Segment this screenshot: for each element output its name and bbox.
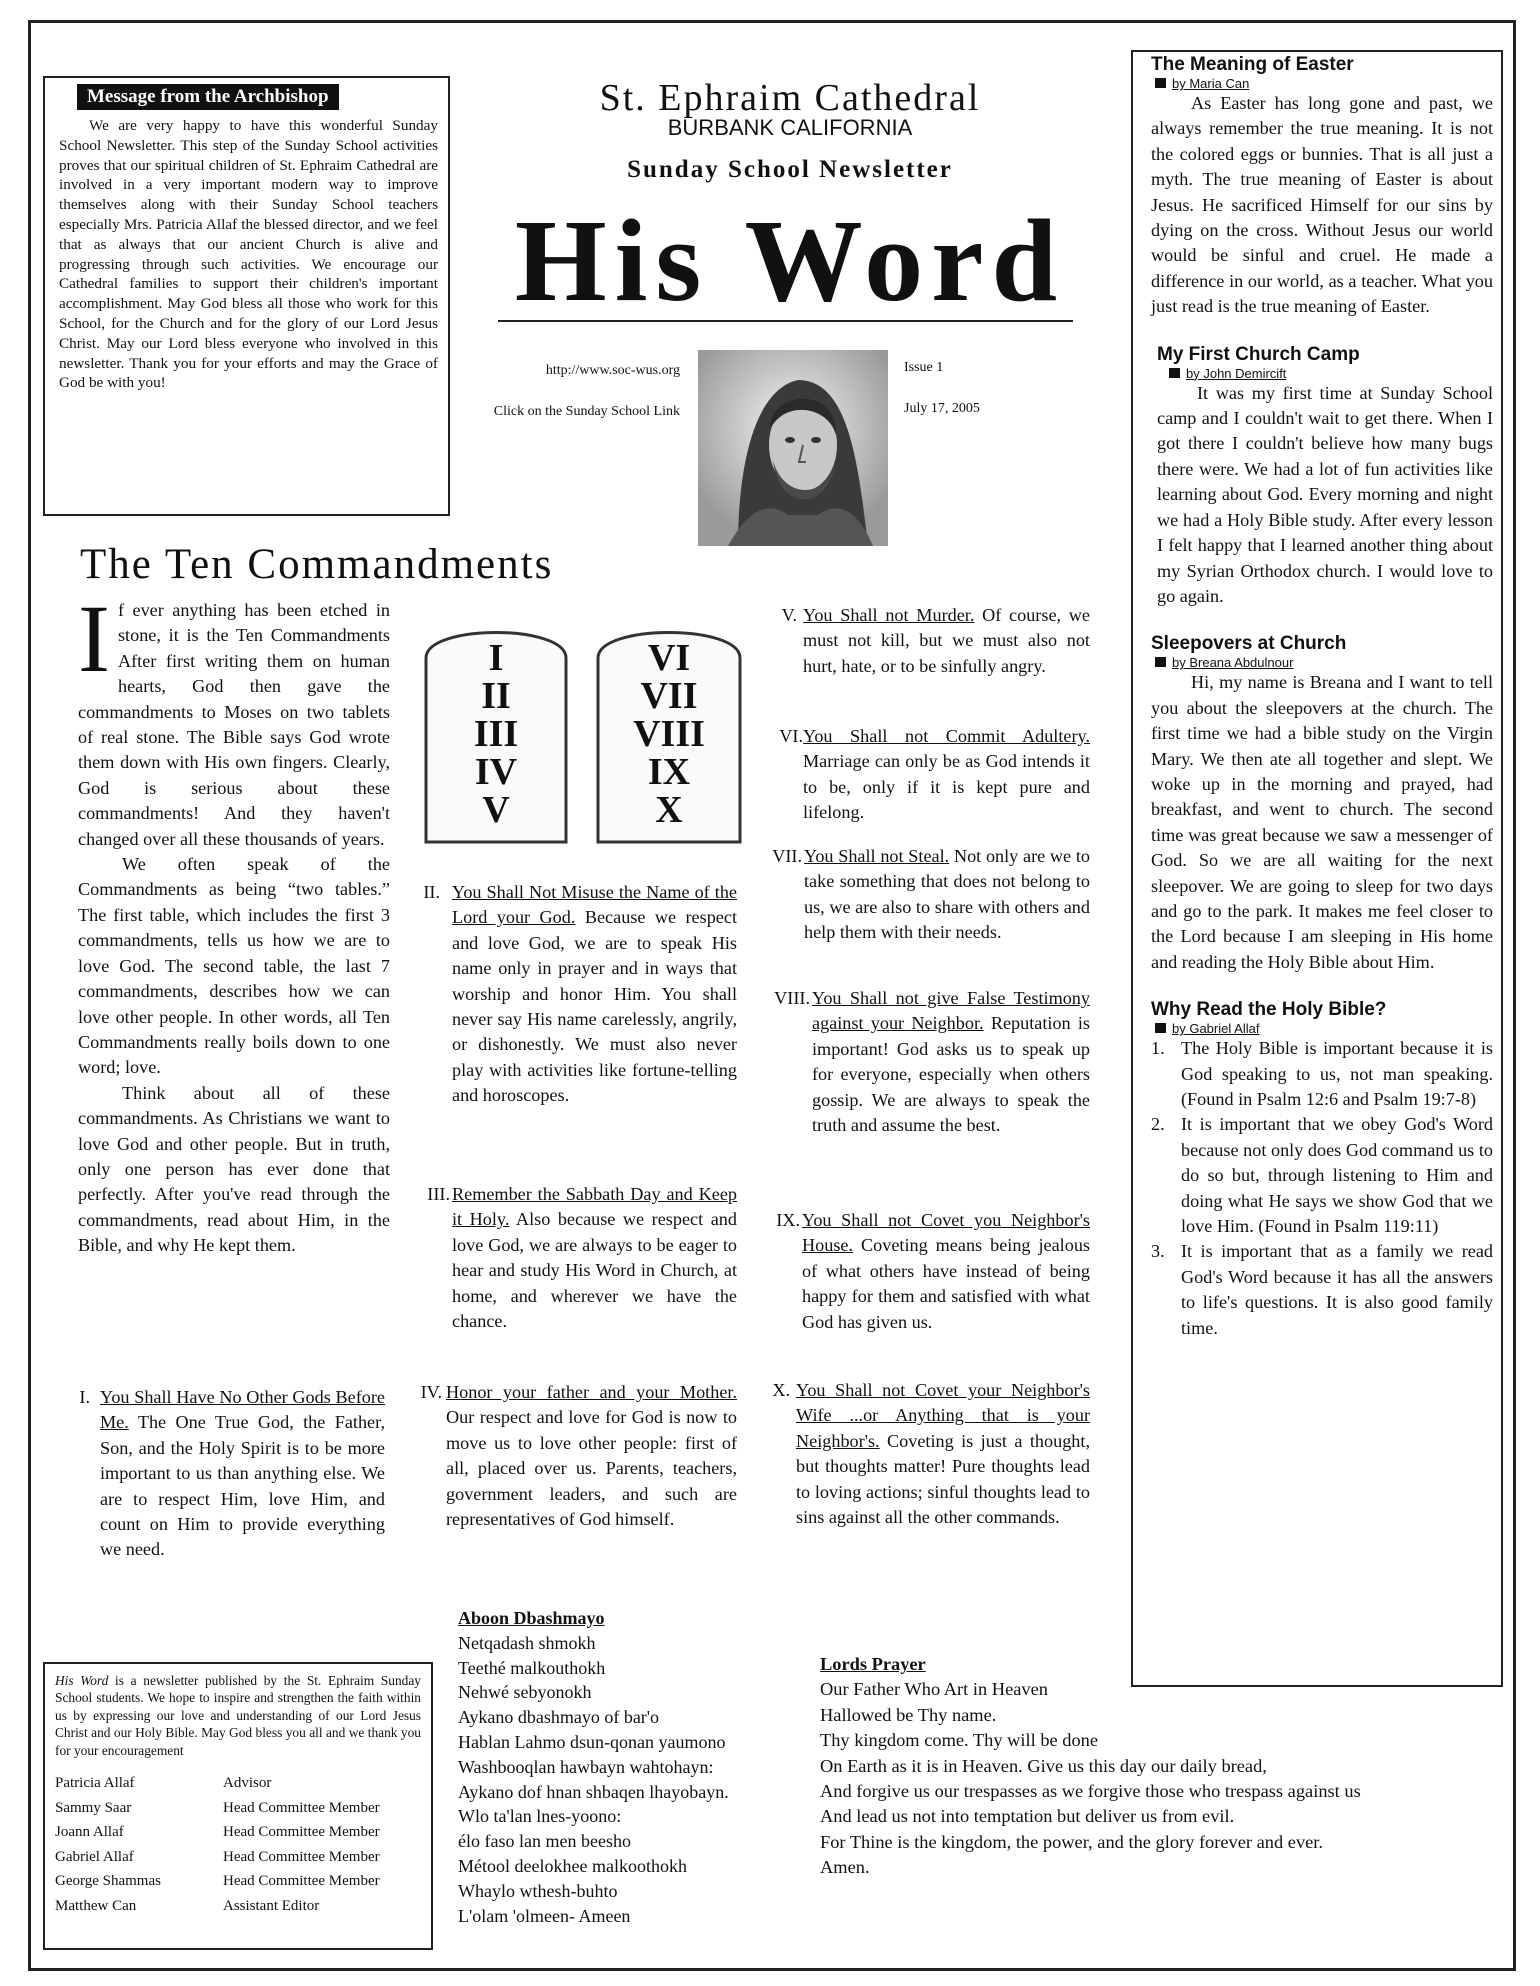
publication-intro-text: is a newsletter published by the St. Ephraim Sunday School students. We hope to inspire and strengthen the faith within us by expressing our love and understanding of our Lord Jesus Christ and our Holy Bible. May God bless you all and we thank you for your encouragement xyxy=(55,1673,421,1758)
byline-square-icon xyxy=(1155,1023,1166,1033)
tablet-numeral: VI xyxy=(647,637,691,679)
commandment-number: VIII. xyxy=(774,988,810,1008)
commandment-title: You Shall Have No Other Gods Before Me. xyxy=(100,1387,385,1433)
commandment-2 xyxy=(420,880,737,1109)
staff-name: Gabriel Allaf xyxy=(55,1848,134,1865)
staff-role: Head Committee Member xyxy=(223,1873,380,1890)
lords-prayer xyxy=(820,1652,1480,1881)
prayer-line: Our Father Who Art in Heaven xyxy=(820,1679,1048,1700)
prayer-line: Whaylo wthesh-buhto xyxy=(458,1880,618,1901)
tablet-numeral: III xyxy=(473,713,519,755)
intro-paragraph-3: Think about all of these commandments. As Christians we want to love God and other people. But in truth, only one person has ever done that perfectly. After you've read through the commandments, read about Him, in the Bible, and why He kept them. xyxy=(78,1082,390,1256)
commandment-9 xyxy=(770,1208,1090,1335)
ten-commandments-title: The Ten Commandments xyxy=(80,541,554,588)
article-easter xyxy=(1151,54,1493,320)
list-number: 3. xyxy=(1151,1241,1165,1262)
lords-prayer-heading: Lords Prayer xyxy=(820,1654,926,1674)
cathedral-city: BURBANK CALIFORNIA xyxy=(667,115,913,140)
byline-text: by Breana Abdulnour xyxy=(1172,655,1294,671)
staff-row xyxy=(55,1820,380,1845)
commandment-text: Coveting is just a thought, but thoughts matter! Pure thoughts lead to loving actions; sinful thoughts lead to sins against all the other commands. xyxy=(796,1430,1090,1528)
bible-reasons-list xyxy=(1151,1036,1493,1341)
commandment-title: Honor your father and your Mother. xyxy=(446,1382,737,1402)
commandment-text: Also because we respect and love God, we are always to be eager to hear and study His Word in Church, at home, and wherever we have the chance. xyxy=(452,1209,737,1332)
article-text: It was my first time at Sunday School camp and I couldn't wait to get there. When I got there I couldn't believe how many bugs there were. We had a lot of fun activities like learning about God. Every morning and night we had a Holy Bible study. After every lesson I felt happy that I learned another thing about my Syrian Orthodox church. I would love to go again. xyxy=(1157,382,1493,606)
commandment-4 xyxy=(412,1380,737,1532)
article-byline xyxy=(1169,366,1493,381)
commandment-number: II. xyxy=(423,882,440,902)
prayer-line: Hablan Lahmo dsun-qonan yaumono xyxy=(458,1731,726,1752)
staff-row xyxy=(55,1869,380,1894)
list-text: It is important that as a family we read God's Word because it has all the answers to life's questions. It is also good family time. xyxy=(1181,1241,1493,1338)
commandment-text: Reputation is important! God asks us to speak up for everyone, especially when others gossip. We are always to speak the truth and assume the best. xyxy=(812,1013,1090,1136)
commandment-text: The One True God, the Father, Son, and the Holy Spirit is to be more important to us than anything else. We are to respect Him, love Him, and count on Him to provide everything we need. xyxy=(100,1412,385,1560)
prayer-line: Aykano dbashmayo of bar'o xyxy=(458,1707,660,1728)
prayer-line: Wlo ta'lan lnes-yoono: xyxy=(458,1806,622,1827)
staff-table xyxy=(55,1771,380,1919)
article-camp xyxy=(1151,344,1493,610)
article-bible xyxy=(1151,999,1493,1341)
commandments-intro-column xyxy=(78,585,390,1259)
commandment-3 xyxy=(420,1182,737,1334)
drop-cap: I xyxy=(78,585,110,692)
commandment-title: You Shall not Murder. xyxy=(803,605,975,625)
prayer-line: And forgive us our trespasses as we forgive those who trespass against us xyxy=(820,1781,1361,1802)
byline-square-icon xyxy=(1169,368,1180,378)
staff-role: Head Committee Member xyxy=(223,1848,380,1865)
article-byline xyxy=(1155,76,1493,91)
commandment-number: IV. xyxy=(420,1382,442,1402)
prayer-line: L'olam 'olmeen- Ameen xyxy=(458,1905,631,1926)
byline-text: by Gabriel Allaf xyxy=(1172,1021,1260,1037)
cathedral-name: St. Ephraim Cathedral xyxy=(599,77,981,119)
publication-info-box xyxy=(43,1662,433,1950)
byline-text: by Maria Can xyxy=(1172,76,1250,91)
staff-name: Sammy Saar xyxy=(55,1799,132,1816)
commandment-title: You Shall not give False Testimony against your Neighbor. xyxy=(812,988,1090,1034)
article-heading: My First Church Camp xyxy=(1157,343,1360,365)
commandment-text: Not only are we to take something that does not belong to us, we are also to share with others and help them with their needs. xyxy=(804,846,1091,943)
article-text: As Easter has long gone and past, we always remember the true meaning. It is not the colored eggs or bunnies. That is all just a myth. The true meaning of Easter is about Jesus. He sacrificed Himself for our sins by dying on the cross. Without Jesus our world would be sinful and cruel. He made a difference in our world, as a teacher. What you just read is the true meaning of Easter. xyxy=(1151,93,1493,317)
sunday-school-link-note: Click on the Sunday School Link xyxy=(493,404,680,419)
list-item xyxy=(1151,1112,1493,1239)
issue-number: Issue 1 xyxy=(904,360,944,375)
byline-square-icon xyxy=(1155,657,1166,667)
archbishop-text: We are very happy to have this wonderful Sunday School Newsletter. This step of the Sunday School activities proves that our spiritual children of St. Ephraim Cathedral are involved in a very important modern way to improve themselves along with their Sunday School teachers especially Mrs. Patricia Allaf the blessed director, and we feel that as always that our ancient Church is alive and progressing through such activities. We encourage our Cathedral families to support their children's important accomplishment. May God bless all those who work for this School, for the Church and for the glory of our Lord Jesus Christ. May our Lord bless everyone who involved in this newsletter. Thank you for your efforts and may the Grace of God be with you! xyxy=(59,117,438,392)
staff-role: Head Committee Member xyxy=(223,1799,380,1816)
commandment-6 xyxy=(775,724,1090,826)
article-heading: Sleepovers at Church xyxy=(1151,633,1347,655)
website-url[interactable]: http://www.soc-wus.org xyxy=(545,363,680,378)
commandment-title: You Shall Not Misuse the Name of the Lord your God. xyxy=(452,882,737,928)
staff-name: Patricia Allaf xyxy=(55,1775,135,1792)
article-byline xyxy=(1155,655,1493,670)
commandment-text: Because we respect and love God, we are to speak His name only in prayer and in ways that worship and honor Him. You shall never say His name carelessly, angrily, or dishonestly. We must also never play with activities like fortune-telling and horoscopes. xyxy=(452,907,737,1106)
staff-row xyxy=(55,1771,380,1796)
commandment-text: Marriage can only be as God intends it to be, only if it is kept pure and lifelong. xyxy=(803,751,1090,823)
archbishop-heading: Message from the Archbishop xyxy=(77,84,339,110)
commandment-number: VI. xyxy=(779,726,803,746)
list-text: It is important that we obey God's Word because not only does God command us to do so but, through listening to Him and doing what He says we show God that we love Him. (Found in Psalm 119:11) xyxy=(1181,1114,1493,1237)
commandment-number: I. xyxy=(79,1387,90,1407)
commandment-text: Coveting means being jealous of what others have instead of being happy for them and satisfied with what God has given us. xyxy=(802,1235,1090,1332)
masthead-rule xyxy=(498,320,1073,322)
tablet-numeral: X xyxy=(655,789,683,831)
jesus-portrait-image xyxy=(698,350,888,546)
commandment-number: IX. xyxy=(776,1210,800,1230)
commandment-8 xyxy=(770,986,1090,1138)
commandment-text: Our respect and love for God is now to move us to love other people: first of all, placed over us. Parents, teachers, government leaders, and such are representatives of God himself. xyxy=(446,1407,737,1530)
commandment-number: III. xyxy=(427,1184,450,1204)
intro-paragraph-1-text: f ever anything has been etched in stone, it is the Ten Commandments After first writing them on human hearts, God then gave the commandments to Moses on two tablets of real stone. The Bible says God wrote them down with His own fingers. Clearly, God is serious about these commandments! And they haven't changed over all these thousands of years. xyxy=(78,600,390,849)
list-item xyxy=(1151,1036,1493,1112)
issue-date: July 17, 2005 xyxy=(904,401,980,416)
article-byline xyxy=(1155,1021,1493,1036)
publication-name: His Word xyxy=(55,1673,109,1688)
staff-role: Advisor xyxy=(223,1775,272,1792)
commandment-5 xyxy=(775,603,1090,679)
article-heading: The Meaning of Easter xyxy=(1151,54,1354,75)
commandment-10 xyxy=(766,1378,1090,1530)
prayer-line: Netqadash shmokh xyxy=(458,1632,596,1653)
publication-intro xyxy=(55,1672,421,1759)
prayer-line: Nehwé sebyonokh xyxy=(458,1682,592,1703)
commandment-title: You Shall not Commit Adultery. xyxy=(803,726,1090,746)
tablet-numeral: VIII xyxy=(633,713,705,755)
prayer-line: On Earth as it is in Heaven. Give us this day our daily bread, xyxy=(820,1755,1267,1776)
article-text: Hi, my name is Breana and I want to tell you about the sleepovers at the church. The first time we had a bible study on the Virgin Mary. We then ate all together and slept. We woke up in the morning and prayed, had breakfast, and went to church. The second time was great because we saw a messenger of God. So we are all waiting for the next sleepover. We are going to sleep for two days and go to the park. It makes me feel closer to the Lord because I am sleeping in His home and reading the Holy Bible about Him. xyxy=(1151,672,1493,972)
right-column-box xyxy=(1131,50,1503,1687)
commandment-text: Of course, we must not kill, but we must also not hurt, hate, or to be sinfully angry. xyxy=(803,605,1090,676)
commandment-7 xyxy=(770,844,1090,946)
byline-text: by John Demircift xyxy=(1186,365,1287,381)
list-number: 2. xyxy=(1151,1114,1165,1135)
list-item xyxy=(1151,1239,1493,1341)
prayer-line: Aykano dof hnan shbaqen lhayobayn. xyxy=(458,1781,729,1802)
prayer-line: Métool deelokhee malkoothokh xyxy=(458,1855,687,1876)
commandment-title: Remember the Sabbath Day and Keep it Holy. xyxy=(452,1184,737,1230)
newsletter-title: His Word xyxy=(514,195,1066,326)
newsletter-label: Sunday School Newsletter xyxy=(627,156,953,183)
tablet-numeral: IX xyxy=(647,751,691,793)
prayer-line: Amen. xyxy=(820,1857,870,1878)
tablet-numeral: VII xyxy=(640,675,698,717)
staff-row xyxy=(55,1894,380,1919)
archbishop-message-box xyxy=(43,76,450,516)
prayer-line: And lead us not into temptation but deliver us from evil. xyxy=(820,1806,1235,1827)
commandment-title: You Shall not Covet your Neighbor's Wife ...or Anything that is your Neighbor's. xyxy=(796,1380,1090,1451)
tablet-numeral: II xyxy=(481,675,511,717)
prayer-line: Teethé malkouthokh xyxy=(458,1657,606,1678)
prayer-line: Hallowed be Thy name. xyxy=(820,1704,997,1725)
commandment-title: You Shall not Steal. xyxy=(804,846,950,866)
list-text: The Holy Bible is important because it is God speaking to us, not man speaking. (Found in Psalm 12:6 and Psalm 19:7-8) xyxy=(1181,1038,1493,1109)
staff-name: Joann Allaf xyxy=(55,1824,124,1841)
article-heading: Why Read the Holy Bible? xyxy=(1151,999,1387,1021)
commandment-number: X. xyxy=(772,1380,790,1400)
commandment-number: VII. xyxy=(772,846,802,866)
commandment-number: V. xyxy=(781,605,797,625)
list-number: 1. xyxy=(1151,1038,1165,1059)
aramaic-prayer-heading: Aboon Dbashmayo xyxy=(458,1608,605,1628)
commandment-title: You Shall not Covet you Neighbor's House. xyxy=(802,1210,1090,1256)
staff-role: Assistant Editor xyxy=(223,1898,320,1914)
tablet-numeral: IV xyxy=(474,751,518,793)
prayer-line: For Thine is the kingdom, the power, and the glory forever and ever. xyxy=(820,1831,1324,1852)
tablet-numeral: V xyxy=(482,789,510,831)
byline-square-icon xyxy=(1155,78,1166,88)
stone-tablets-image xyxy=(418,618,748,844)
staff-name: Matthew Can xyxy=(55,1898,137,1914)
prayer-line: Thy kingdom come. Thy will be done xyxy=(820,1730,1099,1751)
intro-paragraph-2: We often speak of the Commandments as being “two tables.” The first table, which includes the first 3 commandments, tells us how we are to love God. The second table, the last 7 commandments, describes how we can love other people. In other words, all Ten Commandments really boils down to one word; love. xyxy=(78,854,390,1078)
staff-name: George Shammas xyxy=(55,1873,161,1890)
tablet-numeral: I xyxy=(488,637,504,679)
intro-paragraph-1 xyxy=(78,585,390,852)
aramaic-prayer xyxy=(458,1606,798,1928)
article-sleepovers xyxy=(1151,633,1493,975)
staff-row xyxy=(55,1845,380,1870)
staff-row xyxy=(55,1796,380,1821)
prayer-line: élo faso lan men beesho xyxy=(458,1831,631,1852)
prayer-line: Washbooqlan hawbayn wahtohayn: xyxy=(458,1756,714,1777)
commandment-1 xyxy=(70,1385,385,1563)
staff-role: Head Committee Member xyxy=(223,1824,380,1841)
